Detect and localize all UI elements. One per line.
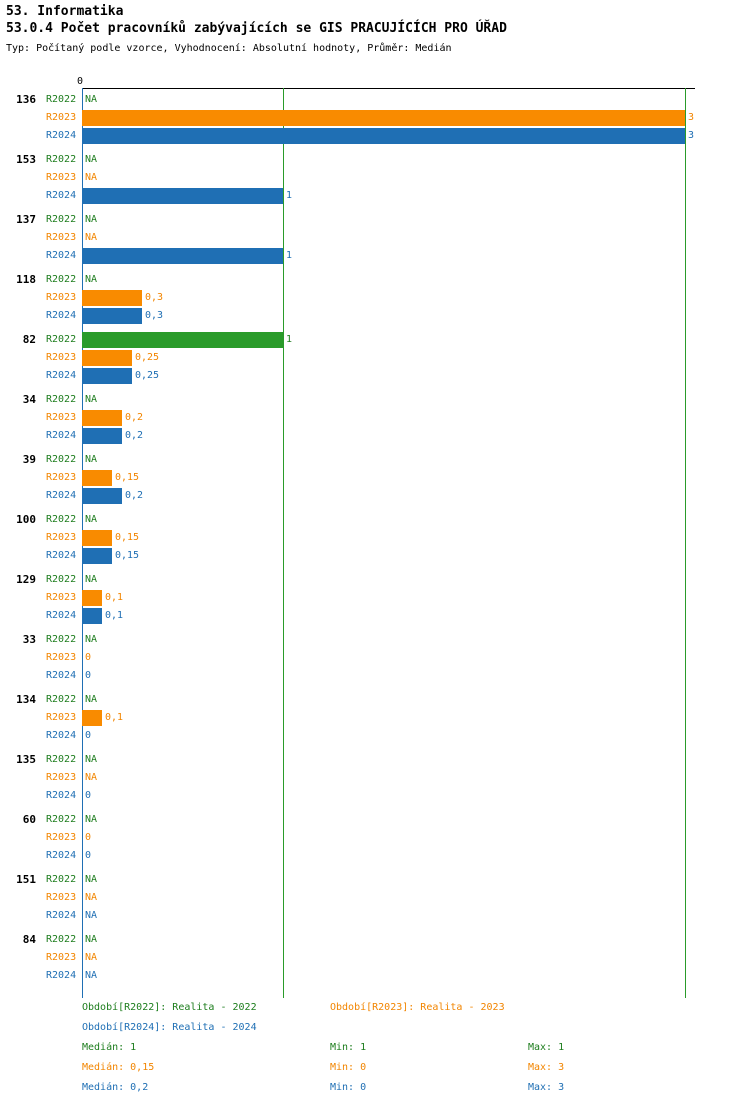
series-label-r2024: R2024 (46, 190, 77, 201)
legend-min-r2022: Min: 1 (330, 1042, 367, 1053)
bar-r2023 (82, 590, 102, 606)
series-label-r2022: R2022 (46, 94, 77, 105)
bar-value-r2024: 1 (286, 250, 293, 261)
series-label-r2023: R2023 (46, 112, 77, 123)
page-subtitle: Typ: Počítaný podle vzorce, Vyhodnocení: Absolutní hodnoty, Průměr: Medián (6, 43, 452, 54)
chart-category-group (0, 688, 750, 748)
legend-entry-r2023: Období[R2023]: Realita - 2023 (330, 1002, 505, 1013)
bar-value-r2023: NA (85, 892, 98, 903)
bar-value-r2022: NA (85, 634, 98, 645)
bar-value-r2022: NA (85, 814, 98, 825)
category-label: 137 (16, 213, 36, 226)
axis-zero-label: 0 (77, 76, 84, 87)
series-label-r2023: R2023 (46, 352, 77, 363)
bar-r2024 (82, 428, 122, 444)
series-label-r2024: R2024 (46, 310, 77, 321)
category-label: 60 (22, 813, 36, 826)
series-label-r2022: R2022 (46, 334, 77, 345)
category-label: 84 (22, 933, 36, 946)
chart-category-group (0, 808, 750, 868)
bar-r2024 (82, 308, 142, 324)
series-label-r2023: R2023 (46, 772, 77, 783)
chart-category-group (0, 328, 750, 388)
series-label-r2023: R2023 (46, 532, 77, 543)
category-label: 134 (16, 693, 36, 706)
series-label-r2024: R2024 (46, 550, 77, 561)
chart-category-group (0, 268, 750, 328)
bar-r2024 (82, 608, 102, 624)
chart-category-group (0, 568, 750, 628)
bar-r2024 (82, 488, 122, 504)
bar-value-r2024: 0,25 (135, 370, 160, 381)
bar-value-r2022: NA (85, 694, 98, 705)
bar-value-r2022: NA (85, 574, 98, 585)
bar-r2024 (82, 548, 112, 564)
bar-value-r2023: NA (85, 172, 98, 183)
series-label-r2022: R2022 (46, 214, 77, 225)
chart-plot-area (0, 88, 750, 988)
bar-value-r2023: 0,15 (115, 532, 140, 543)
legend-max-r2023: Max: 3 (528, 1062, 565, 1073)
bar-value-r2024: NA (85, 970, 98, 981)
bar-value-r2024: 0,3 (145, 310, 164, 321)
series-label-r2024: R2024 (46, 670, 77, 681)
series-label-r2022: R2022 (46, 874, 77, 885)
series-label-r2024: R2024 (46, 730, 77, 741)
bar-value-r2022: NA (85, 394, 98, 405)
bar-value-r2024: 0 (85, 730, 92, 741)
series-label-r2022: R2022 (46, 454, 77, 465)
series-label-r2023: R2023 (46, 472, 77, 483)
series-label-r2023: R2023 (46, 952, 77, 963)
series-label-r2022: R2022 (46, 514, 77, 525)
bar-value-r2022: NA (85, 214, 98, 225)
legend-median-r2023: Medián: 0,15 (82, 1062, 155, 1073)
bar-r2024 (82, 248, 283, 264)
page-title-category: 53. Informatika (6, 4, 124, 19)
bar-r2023 (82, 530, 112, 546)
bar-value-r2023: 0,15 (115, 472, 140, 483)
series-label-r2023: R2023 (46, 412, 77, 423)
bar-value-r2023: 0,25 (135, 352, 160, 363)
bar-r2023 (82, 410, 122, 426)
legend-min-r2023: Min: 0 (330, 1062, 367, 1073)
bar-value-r2023: 0,1 (105, 712, 124, 723)
series-label-r2023: R2023 (46, 592, 77, 603)
series-label-r2024: R2024 (46, 850, 77, 861)
bar-r2023 (82, 710, 102, 726)
bar-value-r2022: NA (85, 934, 98, 945)
series-label-r2023: R2023 (46, 292, 77, 303)
series-label-r2022: R2022 (46, 394, 77, 405)
series-label-r2024: R2024 (46, 430, 77, 441)
bar-value-r2024: 3 (688, 130, 695, 141)
bar-value-r2024: 0 (85, 850, 92, 861)
bar-value-r2023: 3 (688, 112, 695, 123)
bar-value-r2022: NA (85, 274, 98, 285)
bar-value-r2024: 1 (286, 190, 293, 201)
series-label-r2024: R2024 (46, 370, 77, 381)
bar-value-r2023: NA (85, 772, 98, 783)
bar-value-r2022: NA (85, 514, 98, 525)
series-label-r2022: R2022 (46, 694, 77, 705)
legend-entry-r2022: Období[R2022]: Realita - 2022 (82, 1002, 257, 1013)
chart-category-group (0, 628, 750, 688)
bar-value-r2023: 0,1 (105, 592, 124, 603)
category-label: 118 (16, 273, 36, 286)
category-label: 135 (16, 753, 36, 766)
category-label: 151 (16, 873, 36, 886)
chart-category-group (0, 148, 750, 208)
bar-value-r2022: NA (85, 454, 98, 465)
series-label-r2023: R2023 (46, 652, 77, 663)
series-label-r2022: R2022 (46, 574, 77, 585)
chart-category-group (0, 748, 750, 808)
series-label-r2022: R2022 (46, 934, 77, 945)
bar-r2023 (82, 110, 685, 126)
bar-value-r2024: 0 (85, 790, 92, 801)
bar-value-r2022: 1 (286, 334, 293, 345)
category-label: 153 (16, 153, 36, 166)
bar-r2023 (82, 350, 132, 366)
category-label: 39 (22, 453, 36, 466)
series-label-r2022: R2022 (46, 274, 77, 285)
category-label: 34 (22, 393, 36, 406)
series-label-r2024: R2024 (46, 490, 77, 501)
bar-r2024 (82, 188, 283, 204)
bar-value-r2023: NA (85, 952, 98, 963)
bar-value-r2023: NA (85, 232, 98, 243)
chart-category-group (0, 388, 750, 448)
category-label: 100 (16, 513, 36, 526)
chart-category-group (0, 928, 750, 988)
category-label: 129 (16, 573, 36, 586)
legend-entry-r2024: Období[R2024]: Realita - 2024 (82, 1022, 257, 1033)
bar-r2024 (82, 368, 132, 384)
bar-r2023 (82, 290, 142, 306)
series-label-r2024: R2024 (46, 970, 77, 981)
series-label-r2022: R2022 (46, 154, 77, 165)
bar-value-r2022: NA (85, 874, 98, 885)
bar-value-r2022: NA (85, 94, 98, 105)
legend-min-r2024: Min: 0 (330, 1082, 367, 1093)
series-label-r2024: R2024 (46, 790, 77, 801)
series-label-r2022: R2022 (46, 634, 77, 645)
series-label-r2023: R2023 (46, 832, 77, 843)
bar-r2024 (82, 128, 685, 144)
bar-value-r2023: 0,3 (145, 292, 164, 303)
series-label-r2024: R2024 (46, 910, 77, 921)
series-label-r2024: R2024 (46, 610, 77, 621)
bar-value-r2022: NA (85, 154, 98, 165)
series-label-r2024: R2024 (46, 130, 77, 141)
bar-value-r2023: 0,2 (125, 412, 144, 423)
series-label-r2023: R2023 (46, 232, 77, 243)
category-label: 33 (22, 633, 36, 646)
category-label: 82 (22, 333, 36, 346)
chart-category-group (0, 508, 750, 568)
bar-value-r2024: 0,1 (105, 610, 124, 621)
bar-value-r2024: 0,15 (115, 550, 140, 561)
legend-median-r2022: Medián: 1 (82, 1042, 137, 1053)
series-label-r2022: R2022 (46, 814, 77, 825)
bar-value-r2024: 0,2 (125, 490, 144, 501)
bar-r2023 (82, 470, 112, 486)
legend-median-r2024: Medián: 0,2 (82, 1082, 149, 1093)
bar-value-r2024: 0 (85, 670, 92, 681)
page-title-indicator: 53.0.4 Počet pracovníků zabývajících se GIS PRACUJÍCÍCH PRO ÚŘAD (6, 21, 507, 36)
series-label-r2023: R2023 (46, 892, 77, 903)
series-label-r2022: R2022 (46, 754, 77, 765)
bar-value-r2023: 0 (85, 832, 92, 843)
bar-value-r2024: NA (85, 910, 98, 921)
legend-max-r2024: Max: 3 (528, 1082, 565, 1093)
series-label-r2023: R2023 (46, 172, 77, 183)
legend-max-r2022: Max: 1 (528, 1042, 565, 1053)
bar-value-r2022: NA (85, 754, 98, 765)
chart-category-group (0, 448, 750, 508)
series-label-r2024: R2024 (46, 250, 77, 261)
bar-value-r2023: 0 (85, 652, 92, 663)
chart-category-group (0, 208, 750, 268)
series-label-r2023: R2023 (46, 712, 77, 723)
bar-value-r2024: 0,2 (125, 430, 144, 441)
category-label: 136 (16, 93, 36, 106)
bar-r2022 (82, 332, 283, 348)
chart-category-group (0, 88, 750, 148)
chart-category-group (0, 868, 750, 928)
